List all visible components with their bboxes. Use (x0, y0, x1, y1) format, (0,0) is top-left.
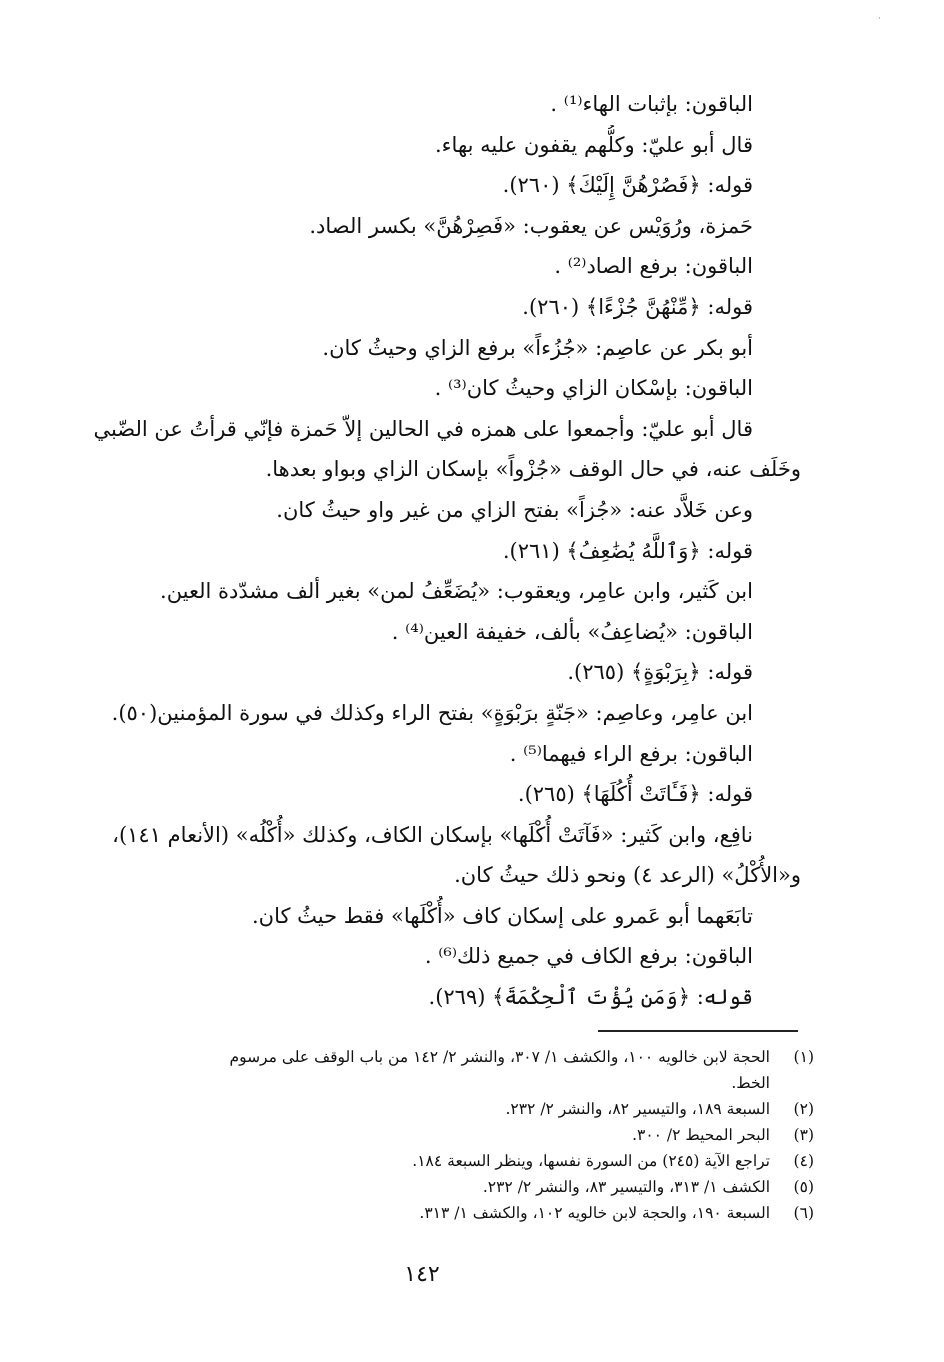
footnote-text: الحجة لابن خالويه ١٠٠، والكشف ١/ ٣٠٧، والنشر ٢/ ١٤٢ من باب الوقف على مرسوم (229, 1048, 770, 1066)
footnote-text: البحر المحيط ٢/ ٣٠٠. (632, 1126, 770, 1144)
footnote-divider (598, 1030, 798, 1032)
text-line: قال أبو عليّ: وكلُّهم يقفون عليه بهاء. (435, 132, 753, 157)
main-text (60, 84, 815, 1018)
text-line: أبو بكر عن عاصِم: «جُزُءاً» برفع الزاي وحيثُ كان. (322, 335, 753, 360)
text-line: الباقون: برفع الصاد⁽²⁾ . (554, 254, 753, 279)
text-line: الباقون: بإسْكان الزاي وحيثُ كان⁽³⁾ . (434, 376, 753, 401)
text-line: حَمزة، ورُوَيْس عن يعقوب: «فَصِرْهُنَّ» بكسر الصاد. (309, 213, 753, 238)
footnote-text: السبعة ١٩٠، والحجة لابن خالويه ١٠٢، والكشف ١/ ٣١٣. (419, 1204, 770, 1222)
text-line: قوله: ﴿وَٱللَّهُ يُضَٰعِفُ﴾ (٢٦١). (502, 538, 753, 563)
footnote-number: (٥) (793, 1178, 814, 1196)
footnote-text: الخط. (731, 1074, 770, 1092)
footnote (100, 1200, 814, 1226)
text-line: وخَلَف عنه، في حال الوقف «جُزْواً» بإسكان الزاي وبواو بعدها. (265, 457, 801, 482)
footnotes (100, 1044, 814, 1226)
footnote-number: (٢) (793, 1100, 814, 1118)
footnote (100, 1070, 814, 1096)
text-line: قوله: ﴿فَـَٔاتَتْ أُكُلَهَا﴾ (٢٦٥). (517, 782, 753, 807)
footnote-text: تراجع الآية (٢٤٥) من السورة نفسها، وينظر السبعة ١٨٤. (412, 1152, 770, 1170)
text-line: قوله: ﴿وَمَن يُؤْتَ ٱلْحِكْمَةَ﴾ (٢٦٩). (428, 985, 753, 1010)
footnote-number: (١) (793, 1048, 814, 1066)
text-line: الباقون: برفع الراء فيهما⁽⁵⁾ . (509, 741, 753, 766)
page-number: ١٤٢ (404, 1262, 440, 1287)
footnote (100, 1174, 814, 1200)
footnote-number: (٦) (793, 1204, 814, 1222)
text-line: الباقون: بإثبات الهاء⁽¹⁾ . (550, 92, 753, 116)
text-line: قوله: ﴿مِّنْهُنَّ جُزْءًا﴾ (٢٦٠). (522, 294, 753, 319)
scan-mark: · (878, 14, 881, 24)
footnote (100, 1096, 814, 1122)
text-line: نافِع، وابن كَثير: «فَآتَتْ أُكْلَها» بإسكان الكاف، وكذلك «أُكْلُه» (الأنعام ١٤١)، (112, 822, 753, 847)
text-line: و«الأُكْلُ» (الرعد ٤) ونحو ذلك حيثُ كان. (454, 863, 801, 888)
footnote-text: السبعة ١٨٩، والتيسير ٨٢، والنشر ٢/ ٢٣٢. (505, 1100, 770, 1118)
text-line: الباقون: «يُضاعِفُ» بألف، خفيفة العين⁽⁴⁾ . (391, 619, 753, 644)
footnote (100, 1044, 814, 1070)
text-line: قوله: ﴿بِرَبْوَةٍ﴾ (٢٦٥). (567, 660, 753, 685)
text-line: قال أبو عليّ: وأجمعوا على همزه في الحالين إلاّ حَمزة فإنّي قرأتُ عن الضّبي (93, 416, 753, 441)
footnote-number (770, 1070, 814, 1096)
text-line: وعن خَلاَّد عنه: «جُزاً» بفتح الزاي من غير واو حيثُ كان. (276, 497, 753, 522)
text-line: ابن كَثير، وابن عامِر، ويعقوب: «يُضَعِّفُ لمن» بغير ألف مشدّدة العين. (160, 579, 753, 604)
footnote-number: (٣) (793, 1126, 814, 1144)
text-line: الباقون: برفع الكاف في جميع ذلك⁽⁶⁾ . (424, 944, 753, 969)
text-line: ابن عامِر، وعاصِم: «جَنّةٍ برَبْوَةٍ» بفتح الراء وكذلك في سورة المؤمنين(٥٠). (111, 700, 753, 725)
footnote-number: (٤) (793, 1152, 814, 1170)
footnote (100, 1122, 814, 1148)
text-line: تابَعَهما أبو عَمرو على إسكان كاف «أُكْلَها» فقط حيثُ كان. (251, 903, 753, 928)
text-line: قوله: ﴿فَصُرْهُنَّ إِلَيْكَ﴾ (٢٦٠). (502, 173, 753, 198)
footnote-text: الكشف ١/ ٣١٣، والتيسير ٨٣، والنشر ٢/ ٢٣٢. (482, 1178, 770, 1196)
footnote (100, 1148, 814, 1174)
